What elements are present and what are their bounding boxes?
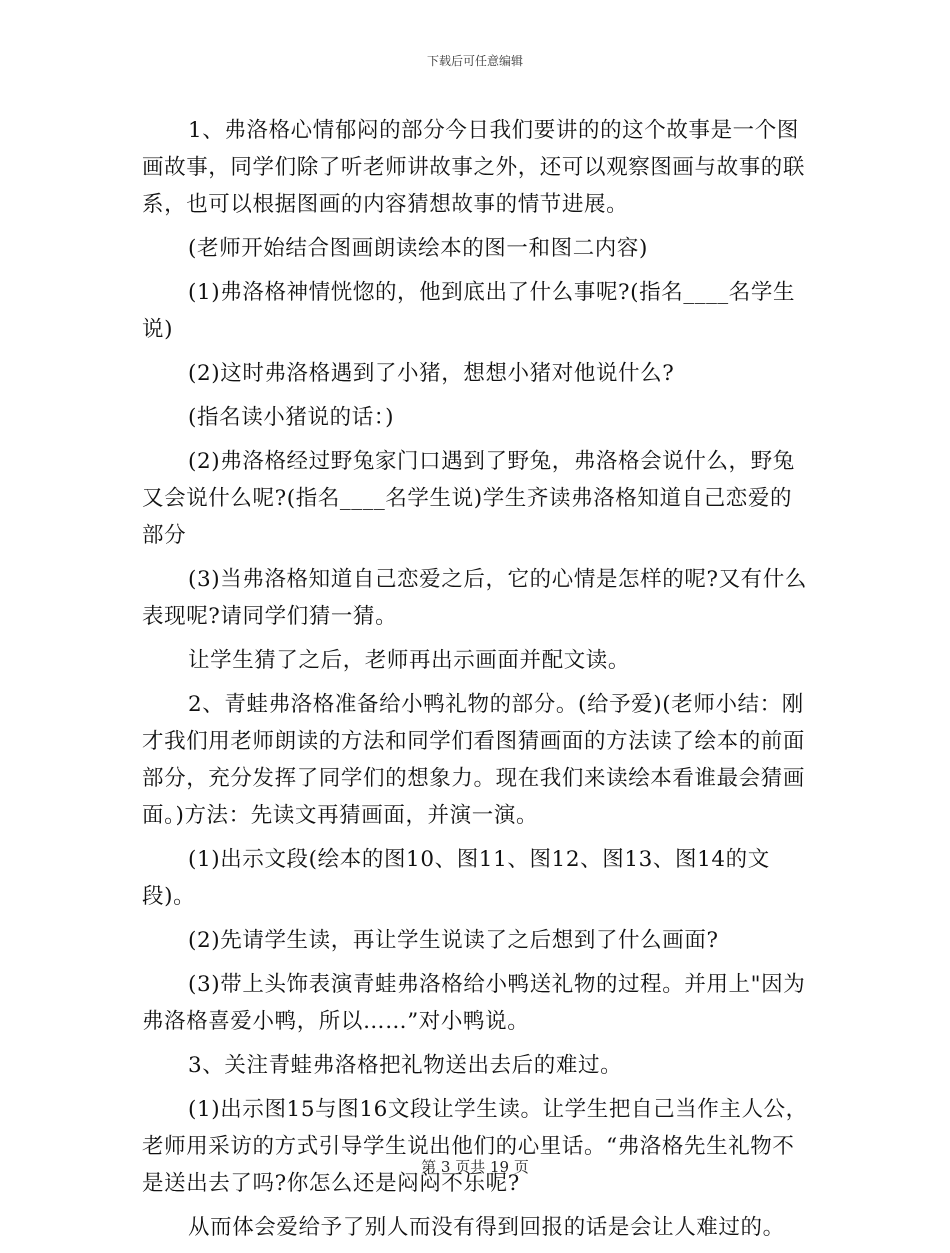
paragraph: (老师开始结合图画朗读绘本的图一和图二内容) <box>188 236 648 261</box>
page-footer: 第 3 页共 19 页 <box>421 1158 529 1176</box>
paragraph: 让学生猜了之后，老师再出示画面并配文读。 <box>188 648 631 673</box>
paragraph: 从而体会爱给予了别人而没有得到回报的话是会让人难过的。 <box>188 1215 785 1240</box>
paragraph: (2)先请学生读，再让学生说读了之后想到了什么画面? <box>188 928 719 953</box>
paragraph: (2)这时弗洛格遇到了小猪，想想小猪对他说什么? <box>188 361 675 386</box>
paragraph: (指名读小猪说的话：) <box>188 405 395 430</box>
paragraph: 3、关注青蛙弗洛格把礼物送出去后的难过。 <box>188 1053 623 1078</box>
paragraph: (1)出示文段(绘本的图10、图11、图12、图13、图14的文段)。 <box>142 847 770 909</box>
paragraph: (2)弗洛格经过野兔家门口遇到了野兔，弗洛格会说什么，野兔又会说什么呢?(指名____名学生说)学生齐读弗洛格知道自己恋爱的部分 <box>142 449 795 548</box>
paragraph: (1)弗洛格神情恍惚的，他到底出了什么事呢?(指名____名学生说) <box>142 280 796 342</box>
paragraph: (1)出示图15与图16文段让学生读。让学生把自己当作主人公，老师用采访的方式引导学生说出他们的心里话。“弗洛格先生礼物不是送出去了吗?你怎么还是闷闷不乐呢? <box>142 1097 808 1196</box>
paragraph: (3)当弗洛格知道自己恋爱之后，它的心情是怎样的呢?又有什么表现呢?请同学们猜一猜。 <box>142 567 807 629</box>
document-body <box>142 112 814 1253</box>
paragraph: 1、弗洛格心情郁闷的部分今日我们要讲的的这个故事是一个图画故事，同学们除了听老师讲故事之外，还可以观察图画与故事的联系，也可以根据图画的内容猜想故事的情节进展。 <box>142 118 806 217</box>
paragraph: 2、青蛙弗洛格准备给小鸭礼物的部分。(给予爱)(老师小结：刚才我们用老师朗读的方法和同学们看图猜画面的方法读了绘本的前面部分，充分发挥了同学们的想象力。现在我们来读绘本看谁最会猜画面。)方法：先读文再猜画面，并演一演。 <box>142 692 806 828</box>
page-header: 下载后可任意编辑 <box>426 54 523 68</box>
paragraph: (3)带上头饰表演青蛙弗洛格给小鸭送礼物的过程。并用上"因为弗洛格喜爱小鸭，所以……”对小鸭说。 <box>142 972 806 1034</box>
